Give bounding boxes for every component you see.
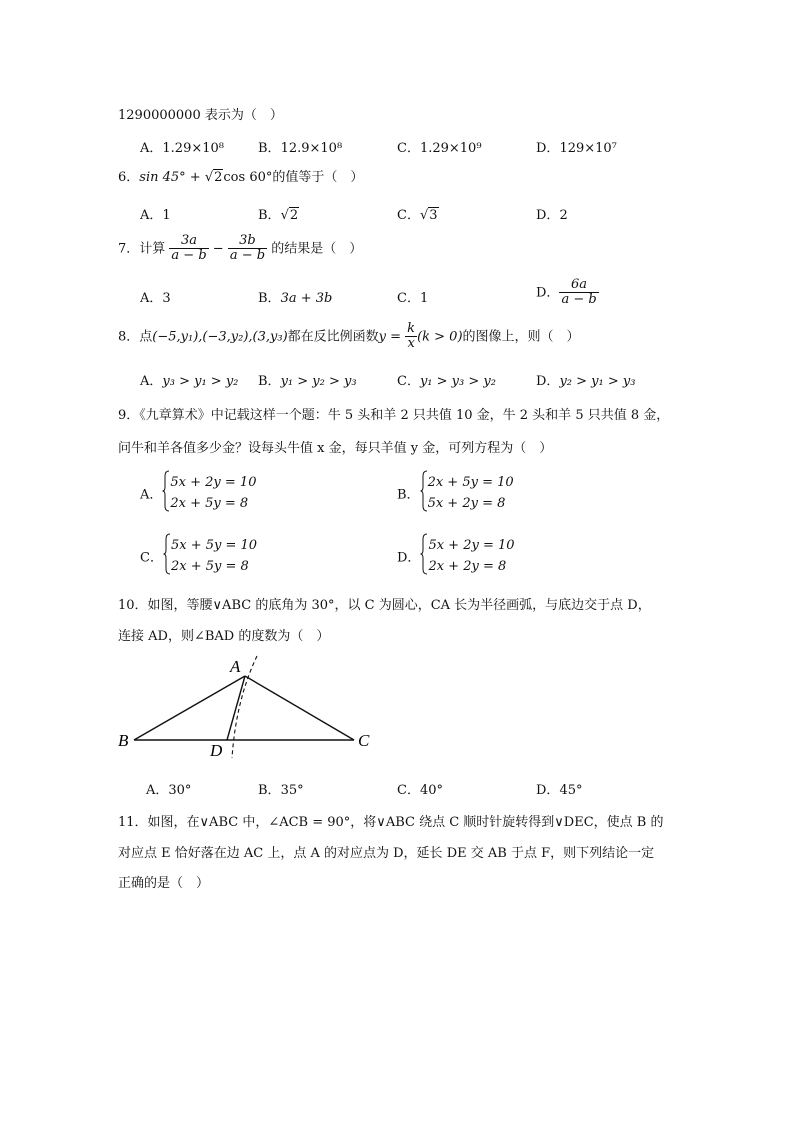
q9-option-a[interactable]: A． 5x + 2y = 10 2x + 5y = 8: [140, 470, 256, 516]
q7-option-b[interactable]: B．3a + 3b: [258, 291, 333, 306]
q9-option-c[interactable]: C． 5x + 5y = 10 2x + 5y = 8: [140, 533, 257, 579]
q7-fraction-2: $\frac{3b}{a - b}$: [229, 233, 266, 264]
q8-stem: 8．点(−5,y₁),(−3,y₂),(3,y₃)都在反比例函数y = $\frac{k}{x}$ (k > 0)的图像上，则（ ）: [118, 321, 580, 352]
q10-stem-line-2: 连接 AD，则∠BAD 的度数为（ ）: [118, 629, 330, 644]
q7-fraction-1: $\frac{3a}{a - b}$: [171, 233, 207, 264]
q10-option-d[interactable]: D．45°: [536, 783, 583, 798]
point-label-d: D: [210, 741, 223, 760]
q8-option-c[interactable]: C．y₁ > y₃ > y₂: [397, 374, 496, 389]
q9-option-b[interactable]: B． 2x + 5y = 10 5x + 2y = 8: [397, 470, 514, 516]
q6-option-c[interactable]: C．√3: [397, 208, 438, 223]
brace-icon: [420, 470, 428, 516]
q9-stem-line-1: 9．《九章算术》中记载这样一个题：牛 5 头和羊 2 只共值 10 金，牛 2 头和羊 5 只共值 8 金，: [118, 408, 670, 423]
point-label-b: B: [118, 731, 129, 750]
q6-stem: 6．sin 45° + √2cos 60°的值等于（ ）: [118, 170, 364, 185]
q8-option-d[interactable]: D．y₂ > y₁ > y₃: [536, 374, 636, 389]
q5-option-b[interactable]: B．12.9×10⁸: [258, 141, 343, 156]
q10-option-b[interactable]: B．35°: [258, 783, 304, 798]
q8-option-a[interactable]: A．y₃ > y₁ > y₂: [140, 374, 239, 389]
segment-ab: [134, 676, 245, 740]
q10-option-c[interactable]: C．40°: [397, 783, 443, 798]
q10-stem-line-1: 10．如图，等腰∨ABC 的底角为 30°，以 C 为圆心，CA 长为半径画弧，与底边交于点 D，: [118, 598, 651, 613]
q9-option-d[interactable]: D． 5x + 2y = 10 2x + 2y = 8: [397, 533, 515, 579]
q5-option-d[interactable]: D．129×10⁷: [536, 141, 617, 156]
q11-stem-line-1: 11．如图，在∨ABC 中，∠ACB = 90°，将∨ABC 绕点 C 顺时针旋转得到∨DEC，使点 B 的: [118, 815, 664, 830]
q6-option-b[interactable]: B．√2: [258, 208, 299, 223]
q10-option-a[interactable]: A．30°: [146, 783, 192, 798]
q5-stem: 1290000000 表示为（ ）: [118, 108, 283, 123]
point-label-a: A: [230, 657, 241, 676]
q9-stem-line-2: 问牛和羊各值多少金？设每头牛值 x 金，每只羊值 y 金，可列方程为（ ）: [118, 441, 553, 456]
q7-stem: 7．计算 $\frac{3a}{a - b}$ − $\frac{3b}{a - b}$ 的结果是（ ）: [118, 233, 363, 264]
q5-option-c[interactable]: C．1.29×10⁹: [397, 141, 482, 156]
q11-stem-line-3: 正确的是（ ）: [118, 876, 210, 891]
brace-icon: [163, 533, 171, 579]
q7-option-a[interactable]: A．3: [140, 291, 171, 306]
q7-option-d[interactable]: D． $\frac{6a}{a - b}$: [536, 277, 597, 308]
q6-option-d[interactable]: D．2: [536, 208, 568, 223]
q10-triangle-figure: [110, 650, 390, 765]
q11-stem-line-2: 对应点 E 恰好落在边 AC 上，点 A 的对应点为 D，延长 DE 交 AB 于点 F，则下列结论一定: [118, 846, 655, 861]
segment-ac: [245, 676, 354, 740]
q7-option-c[interactable]: C．1: [397, 291, 429, 306]
q5-option-a[interactable]: A．1.29×10⁸: [140, 141, 224, 156]
q8-option-b[interactable]: B．y₁ > y₂ > y₃: [258, 374, 357, 389]
q6-option-a[interactable]: A．1: [140, 208, 171, 223]
point-label-c: C: [358, 731, 370, 750]
